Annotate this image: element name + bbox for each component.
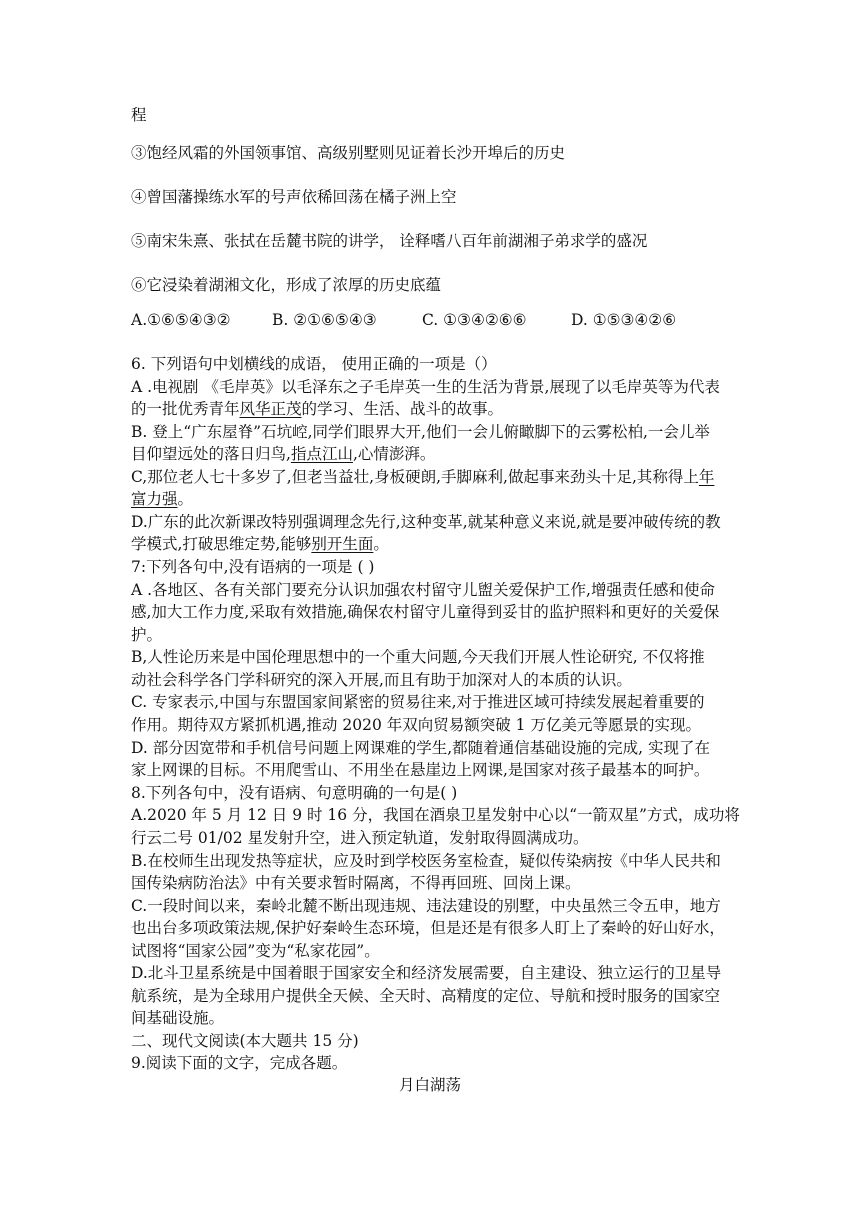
sentence-4: ④曾国藩操练水军的号声依稀回荡在橘子洲上空	[131, 188, 457, 206]
q7-line: A .各地区、各有关部门要充分认识加强农村留守儿盥关爱保护工作,增强责任感和使命	[131, 581, 715, 599]
q8-line: 国传染病防治法》中有关要求暂时隔离，不得再回班、回岗上课。	[131, 874, 581, 892]
q5-option-a: A.①⑥⑤④③②	[131, 311, 231, 329]
q9-stem: 9.阅读下面的文字，完成各题。	[131, 1054, 348, 1072]
underlined-idiom: 风华正茂	[239, 400, 302, 418]
q6-option-a-line1: A .电视剧 《毛岸英》以毛泽东之子毛岸英一生的生活为背景,展现了以毛岸英等为代表	[131, 378, 720, 396]
q7-line: B,人性论历来是中国伦理思想中的一个重大问题,今天我们开展人性论研究, 不仅将推	[131, 648, 705, 666]
q6-stem: 6. 下列语句中划横线的成语， 使用正确的一项是（）	[131, 355, 497, 373]
q5-option-b: B. ②①⑥⑤④③	[272, 311, 377, 329]
q5-option-c: C. ①③④②⑥⑥	[422, 311, 527, 329]
underlined-idiom: 别开生面	[311, 535, 374, 553]
top-fragment: 程	[131, 106, 147, 124]
q8-line: 试图将“国家公园”变为“私家花园”。	[131, 942, 380, 960]
q8-line: A.2020 年 5 月 12 日 9 时 16 分，我国在酒泉卫星发射中心以“一箭双星”方式，成功将	[131, 806, 740, 824]
q8-stem: 8.下列各句中，没有语病、句意明确的一句是( )	[131, 784, 458, 802]
section-heading: 二、现代文阅读(本大题共 15 分)	[131, 1032, 359, 1050]
q7-line: 动社会科学各门学科研究的深入开展,而且有助于加深对人的本质的认识。	[131, 671, 632, 689]
q6-option-c-line2: 富力强。	[131, 490, 194, 508]
q8-line: 间基础设施。	[131, 1009, 225, 1027]
underlined-idiom: 指点江山	[290, 445, 353, 463]
q6-option-c-line1: C,那位老人七十多岁了,但老当益壮,身板硬朗,手脚麻利,做起事来劲头十足,其称得上年	[131, 468, 715, 486]
q8-line: 行云二号 01/02 星发射升空，进入预定轨道，发射取得圆满成功。	[131, 829, 589, 847]
underlined-idiom: 年	[698, 468, 715, 486]
q8-line: 航系统，是为全球用户提供全天候、全天时、高精度的定位、导航和授时服务的国家空	[131, 987, 721, 1005]
q6-option-d-line2: 学模式,打破思维定势,能够别开生面。	[131, 535, 389, 553]
q8-line: D.北斗卫星系统是中国着眼于国家安全和经济发展需要，自主建设、独立运行的卫星导	[131, 964, 722, 982]
q7-line: 作用。期待双方紧抓机遇,推动 2020 年双向贸易额突破 1 万亿美元等愿景的实现。	[131, 716, 701, 734]
q8-line: B.在校师生出现发热等症状，应及时到学校医务室检查，疑似传染病按《中华人民共和	[131, 852, 721, 870]
q6-option-b-line1: B. 登上“广东屋脊”石坑崆,同学们眼界大开,他们一会儿俯瞰脚下的云雾松柏,一会儿举	[131, 423, 710, 441]
q7-stem: 7:下列各句中,没有语病的一项是 ( )	[131, 558, 375, 576]
q6-option-d-line1: D.广东的此次新课改特别强调理念先行,这种变革,就某种意义来说,就是要冲破传统的教	[131, 513, 721, 531]
sentence-3: ③饱经风霜的外国领事馆、高级别墅则见证着长沙开埠后的历史	[131, 144, 566, 162]
q8-line: 也出台多项政策法规,保护好秦岭生态环境，但是还是有很多人盯上了秦岭的好山好水，	[131, 919, 725, 937]
sentence-6: ⑥它浸染着湖湘文化，形成了浓厚的历史底蕴	[131, 276, 442, 294]
q7-line: D. 部分因宽带和手机信号问题上网课难的学生,都随着通信基础设施的完成, 实现了在	[131, 739, 711, 757]
q7-line: 护。	[131, 626, 163, 644]
q7-line: C. 专家表示,中国与东盟国家间紧密的贸易往来,对于推进区域可持续发展起着重要的	[131, 693, 705, 711]
underlined-idiom: 富力强	[131, 490, 178, 508]
sentence-5: ⑤南宋朱熹、张拭在岳麓书院的讲学， 诠释嗜八百年前湖湘子弟求学的盛况	[131, 232, 648, 250]
q6-option-b-line2: 目仰望远处的落日归鸟,指点江山,心情澎湃。	[131, 445, 436, 463]
article-title: 月白湖荡	[398, 1076, 461, 1094]
q6-option-a-line2: 的一批优秀青年风华正茂的学习、生活、战斗的故事。	[131, 400, 504, 418]
q7-line: 家上网课的目标。不用爬雪山、不用坐在悬崖边上网课,是国家对孩子最基本的呵护。	[131, 761, 710, 779]
q7-line: 感,加大工作力度,采取有效措施,确保农村留守儿童得到妥甘的监护照料和更好的关爱保	[131, 603, 720, 621]
q5-option-d: D. ①⑤③④②⑥	[571, 311, 677, 329]
q8-line: C.一段时间以来，秦岭北麓不断出现违规、违法建设的别墅，中央虽然三令五申，地方	[131, 897, 721, 915]
